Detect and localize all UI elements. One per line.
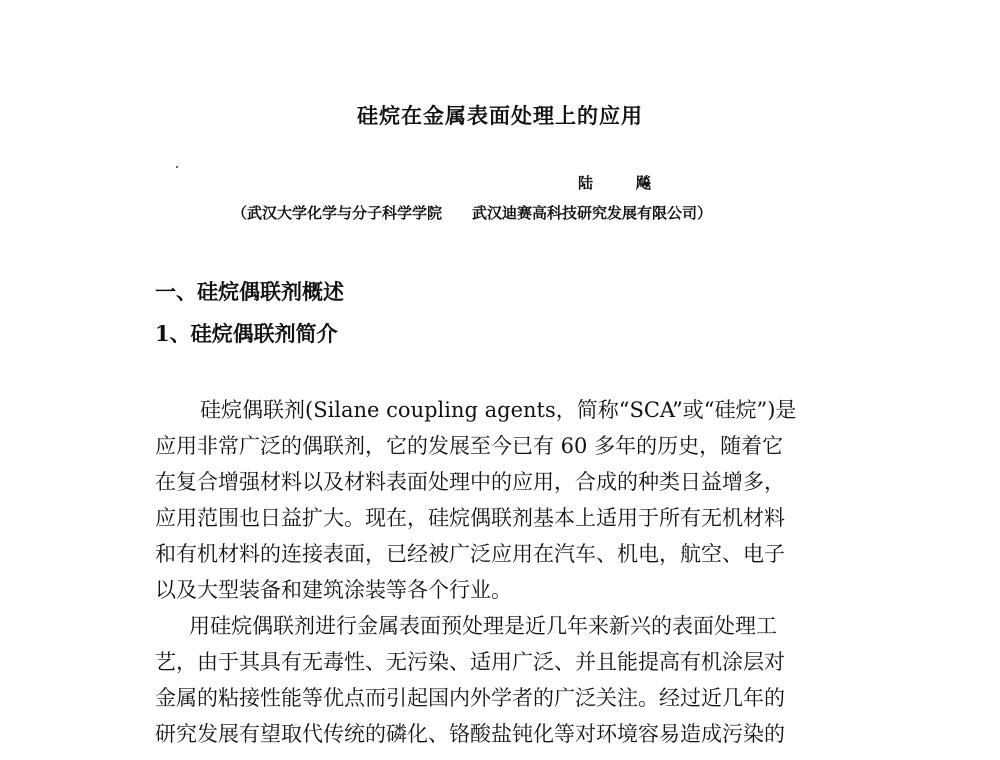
scan-speck: [176, 166, 178, 168]
paragraph-line: 以及大型装备和建筑涂装等各个行业。: [155, 578, 512, 602]
paragraph-line: 硅烷偶联剂(Silane coupling agents，简称“SCA”或“硅烷”)是: [200, 398, 797, 422]
paragraph-line: 艺，由于其具有无毒性、无污染、适用广泛、并且能提高有机涂层对: [155, 650, 785, 674]
section-heading: 一、硅烷偶联剂概述: [155, 279, 344, 304]
paragraph-line: 用硅烷偶联剂进行金属表面预处理是近几年来新兴的表面处理工: [189, 614, 777, 638]
paragraph-line: 应用非常广泛的偶联剂，它的发展至今已有 60 多年的历史，随着它: [155, 434, 784, 458]
paragraph-line: 在复合增强材料以及材料表面处理中的应用，合成的种类日益增多，: [155, 470, 785, 494]
author-name: [578, 172, 652, 193]
subsection-heading: 1、硅烷偶联剂简介: [155, 321, 338, 346]
document-title: 硅烷在金属表面处理上的应用: [357, 103, 643, 128]
affiliation-company: 武汉迪赛高科技研究发展有限公司）: [472, 204, 713, 222]
author-family-name: 陆: [578, 174, 595, 192]
paragraph-metal-treatment: [155, 608, 867, 752]
paragraph-line: 研究发展有望取代传统的磷化、铬酸盐钝化等对环境容易造成污染的: [155, 722, 785, 746]
paragraph-line: 应用范围也日益扩大。现在，硅烷偶联剂基本上适用于所有无机材料: [155, 506, 785, 530]
author-affiliation: [232, 202, 712, 223]
paragraph-intro: [155, 392, 867, 608]
author-given-name: 飚: [636, 174, 653, 192]
paragraph-line: 金属的粘接性能等优点而引起国内外学者的广泛关注。经过近几年的: [155, 686, 785, 710]
affiliation-university: （武汉大学化学与分子科学学院: [232, 204, 443, 222]
paragraph-line: 和有机材料的连接表面，已经被广泛应用在汽车、机电，航空、电子: [155, 542, 785, 566]
